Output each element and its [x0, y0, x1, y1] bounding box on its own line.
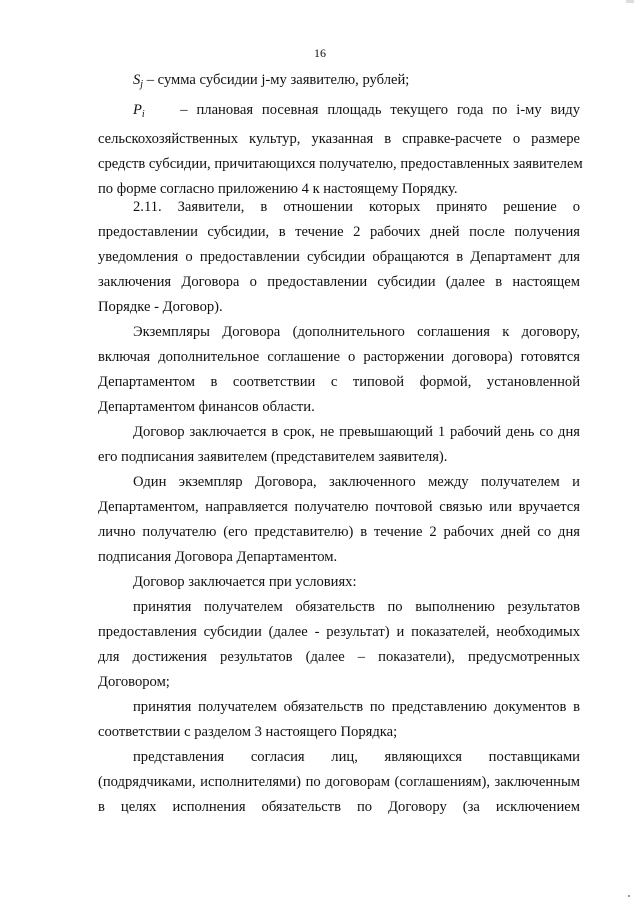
pi-definition: [98, 98, 583, 202]
paragraph-copies: [98, 320, 580, 420]
pi-first-line: [98, 98, 580, 127]
pi-line: сельскохозяйственных культур, указанная в справке-расчете о размере: [98, 131, 580, 147]
one-copy-line: Департаментом, направляется получателю почтовой связью или вручается: [98, 499, 580, 515]
accept1-line: принятия получателем обязательств по выполнению результатов: [133, 599, 580, 615]
p211-line: предоставлении субсидии, в течение 2 рабочих дней после получения: [98, 224, 580, 240]
scan-edge-mark: [626, 0, 634, 3]
consent-line: представления согласия лиц, являющихся поставщиками: [133, 749, 580, 765]
scan-edge-dot: [628, 895, 630, 897]
paragraph-conditions: [98, 570, 580, 595]
pi-line: средств субсидии, причитающихся получателю, предоставленных заявителем: [98, 156, 583, 172]
copies-line: Департаментом финансов области.: [98, 399, 315, 415]
copies-line: включая дополнительное соглашение о расторжении договора) готовятся: [98, 349, 580, 365]
paragraph-consent: [98, 745, 580, 820]
paragraph-one-copy: [98, 470, 580, 570]
accept2-line: принятия получателем обязательств по представлению документов в: [133, 699, 580, 715]
page-number: 16: [314, 46, 326, 60]
pi-subscript: i: [141, 109, 145, 120]
paragraph-2-11: [98, 195, 580, 320]
consent-line: (подрядчиками, исполнителями) по договорам (соглашениям), заключенным: [98, 774, 580, 790]
copies-line: Экземпляры Договора (дополнительного соглашения к договору,: [133, 324, 580, 340]
copies-line: Департаментом в соответствии с типовой формой, установленной: [98, 374, 580, 390]
sj-subscript: j: [140, 79, 144, 90]
paragraph-accept-documents: [98, 695, 580, 745]
one-copy-line: подписания Договора Департаментом.: [98, 549, 338, 565]
paragraph-term: [98, 420, 580, 470]
term-line: его подписания заявителем (представителем заявителя).: [98, 449, 448, 465]
p211-line: Порядке - Договор).: [98, 299, 223, 315]
consent-line: в целях исполнения обязательств по Договору (за исключением: [98, 799, 580, 815]
p211-line: уведомления о предоставлении субсидии обращаются в Департамент для: [98, 249, 580, 265]
accept1-line: предоставления субсидии (далее - результат) и показателей, необходимых: [98, 624, 580, 640]
sj-definition: [133, 68, 409, 97]
term-line: Договор заключается в срок, не превышающий 1 рабочий день со дня: [133, 424, 580, 440]
p211-line: 2.11. Заявители, в отношении которых принято решение о: [133, 199, 580, 215]
pi-variable: P: [133, 102, 142, 118]
pi-line: по форме согласно приложению 4 к настоящему Порядку.: [98, 181, 458, 197]
accept1-line: Договором;: [98, 674, 170, 690]
one-copy-line: лично получателю (его представителю) в течение 2 рабочих дней со дня: [98, 524, 580, 540]
one-copy-line: Один экземпляр Договора, заключенного между получателем и: [133, 474, 580, 490]
accept1-line: для достижения результатов (далее – показатели), предусмотренных: [98, 649, 580, 665]
p211-line: заключения Договора о предоставлении субсидии (далее в настоящем: [98, 274, 580, 290]
sj-variable: S: [133, 72, 141, 88]
pi-first-tail: – плановая посевная площадь текущего года по i-му виду: [180, 102, 581, 118]
paragraph-accept-results: [98, 595, 580, 695]
accept2-line: соответствии с разделом 3 настоящего Порядка;: [98, 724, 398, 740]
conditions-line: Договор заключается при условиях:: [133, 574, 357, 590]
sj-text: – сумма субсидии j-му заявителю, рублей;: [143, 72, 410, 88]
